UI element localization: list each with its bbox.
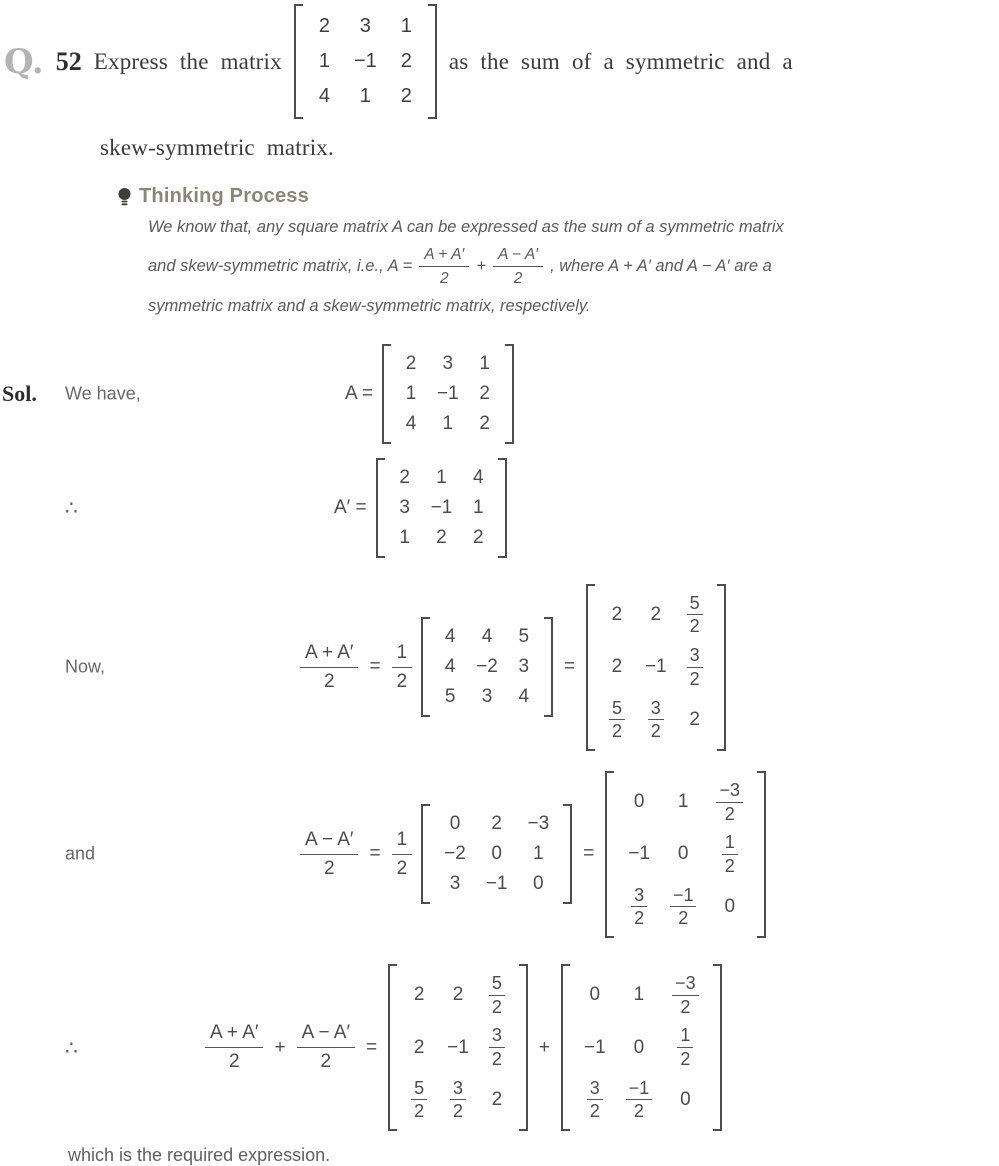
matrix-cell: −1 [437,382,459,404]
matrix-cell: 2 [318,15,330,37]
matrix-cell: 0 [449,813,461,835]
matrix-cell: −3 [527,813,550,835]
matrix-cell: 5 [444,686,456,708]
matrix-cell [599,694,635,746]
fraction: $\frac{5}{2}$ [489,973,505,1017]
matrix-cell: 0 [633,1036,645,1058]
thinking-line-2-post: , where A + A′ and A − A′ are a [550,257,772,276]
fraction-a-plus-at: $\frac{A + A'}{2}$ [419,245,469,289]
matrix-cell [401,1074,437,1126]
matrix-cell: 3 [518,656,530,678]
matrix-cell: −1 [485,873,508,895]
matrix-cell: 4 [318,85,330,107]
fraction-a-minus-at: $\frac{A - A'}{2}$ [300,828,358,881]
thinking-process-body [148,218,999,316]
matrix-cell: 0 [533,873,544,895]
equation-final [205,964,722,1131]
matrix-cell: 0 [724,895,736,917]
matrix-cell: 1 [473,496,484,518]
matrix-cell: 2 [452,984,464,1006]
matrix-cell: 2 [400,50,412,72]
equals-operator: = [369,843,381,865]
matrix-cell: 2 [399,466,410,488]
thinking-process-header [118,185,999,208]
matrix-cell: 1 [399,526,410,548]
matrix-cell: 3 [481,686,493,708]
matrix-cell [706,776,753,828]
matrix-cell: 0 [680,1088,691,1110]
matrix-cell: 2 [405,352,417,374]
matrix-sum [421,617,553,717]
sol-row-final [0,964,999,1131]
matrix-cell [677,589,713,641]
equals-operator: = [583,843,595,865]
question-label: Q. [4,41,44,82]
matrix-cell: −1 [353,50,377,72]
sol-row-a [0,344,999,444]
matrix-cell: 0 [589,984,601,1006]
matrix-cell [635,694,677,746]
matrix-cell: 4 [444,656,456,678]
matrix-cell: 1 [677,791,689,813]
matrix-cell: 1 [400,15,412,37]
closing-statement: which is the required expression. [68,1145,331,1166]
matrix-cell: 3 [399,496,410,518]
thinking-line-3: symmetric matrix and a skew-symmetric matrix, respectively. [148,296,591,315]
a-equals: A = [345,382,373,404]
matrix-cell: 2 [650,603,662,625]
matrix-cell: 2 [611,656,623,678]
sol-row-a-transpose [0,458,999,558]
matrix-cell [437,1074,479,1126]
matrix-cell: −1 [447,1036,469,1058]
matrix-cell [662,1021,709,1073]
fraction: $\frac{1}{2}$ [677,1025,693,1069]
and-label: and [65,843,96,864]
matrix-cell: −2 [444,843,466,865]
matrix-cell: 1 [633,984,645,1006]
matrix-cell: 0 [677,843,689,865]
fraction: $\frac{3}{2}$ [450,1078,466,1122]
matrix-cell: −2 [476,656,498,678]
equals-operator: = [563,656,575,678]
equation-a-transpose [334,458,507,558]
matrix-a-transpose [376,458,508,558]
matrix-cell [660,881,707,933]
matrix-cell: −1 [644,656,667,678]
matrix-cell: 4 [405,412,417,434]
matrix-cell: 5 [518,626,530,648]
matrix-cell: 2 [479,382,490,404]
matrix-cell: 2 [491,813,502,835]
fraction: $\frac{-1}{2}$ [626,1078,653,1122]
matrix-cell: 2 [611,603,623,625]
fraction: $\frac{-1}{2}$ [670,885,697,929]
question-text-pre: Express the matrix [93,48,282,74]
matrix-cell [662,969,709,1021]
fraction: $\frac{-3}{2}$ [716,780,743,824]
matrix-cell: −1 [583,1036,606,1058]
fraction: $\frac{5}{2}$ [687,593,703,637]
plus-operator: + [274,1036,286,1058]
fraction-a-minus-at: $\frac{A - A'}{2}$ [297,1021,355,1074]
therefore-symbol-1: ∴ [65,497,78,520]
matrix-symmetric-result [388,964,528,1131]
matrix-cell: 3 [442,352,454,374]
equation-skew [300,771,766,938]
question-text-line2: skew-symmetric matrix. [100,135,334,160]
matrix-cell: 2 [473,526,484,548]
we-have-label: We have, [65,383,141,404]
equation-a [345,344,514,444]
matrix-difference [421,804,572,904]
matrix-a [382,344,514,444]
matrix-cell: 1 [442,412,454,434]
fraction: $\frac{3}{2}$ [489,1025,505,1069]
matrix-cell [616,1074,663,1126]
question-row [0,4,999,119]
fraction: $\frac{3}{2}$ [648,698,664,742]
equals-operator: = [369,656,381,678]
matrix-cell: 4 [444,626,456,648]
question-number: 52 [55,46,82,76]
fraction-a-plus-at: $\frac{A + A'}{2}$ [205,1021,263,1074]
fraction: $\frac{3}{2}$ [587,1078,603,1122]
matrix-cell [479,969,515,1021]
fraction: $\frac{3}{2}$ [687,645,703,689]
matrix-cell: 3 [359,15,371,37]
matrix-cell: 2 [413,984,425,1006]
thinking-process-title: Thinking Process [139,185,309,207]
fraction-a-minus-at: $\frac{A - A'}{2}$ [493,245,543,289]
matrix-cell: 2 [491,1088,503,1110]
matrix-cell: 2 [689,708,700,730]
question-text-post: as the sum of a symmetric and a [448,48,793,74]
equals-operator: = [366,1036,378,1058]
matrix-cell: 0 [633,791,645,813]
matrix-symmetric-result [586,584,726,751]
matrix-cell [618,881,660,933]
matrix-cell: 4 [481,626,493,648]
matrix-cell: 1 [436,466,447,488]
matrix-skew-result [561,964,722,1131]
matrix-cell: 1 [533,843,544,865]
thinking-line-2 [148,245,999,289]
plus-operator: + [476,257,486,276]
matrix-cell: 2 [479,412,490,434]
matrix-cell: 1 [359,85,371,107]
sol-label: Sol. [2,380,37,406]
matrix-cell [677,641,713,693]
lightbulb-icon [118,187,131,207]
fraction-one-half: $\frac{1}{2}$ [392,828,413,881]
matrix-cell: 1 [479,352,490,374]
therefore-symbol-2: ∴ [65,1037,78,1060]
matrix-cell [574,1074,616,1126]
matrix-cell: 4 [518,686,530,708]
a-transpose-equals: A′ = [334,496,367,518]
matrix-cell: 1 [405,382,417,404]
matrix-cell: 0 [491,843,502,865]
now-label: Now, [65,656,106,677]
matrix-cell [479,1021,515,1073]
fraction: $\frac{-3}{2}$ [672,973,699,1017]
question-matrix [294,4,437,119]
matrix-cell: −1 [628,843,650,865]
matrix-cell: 2 [400,85,412,107]
matrix-cell: 2 [413,1036,425,1058]
matrix-cell: 1 [318,50,330,72]
sol-row-symmetric [0,584,999,751]
matrix-cell: 4 [473,466,484,488]
matrix-cell: 3 [449,873,461,895]
matrix-cell [706,828,753,880]
sol-row-skew [0,771,999,938]
thinking-line-2-pre: and skew-symmetric matrix, i.e., A = [148,257,413,276]
fraction-one-half: $\frac{1}{2}$ [392,641,413,694]
fraction: $\frac{3}{2}$ [631,885,647,929]
fraction: $\frac{5}{2}$ [411,1078,427,1122]
fraction: $\frac{1}{2}$ [722,832,738,876]
fraction: $\frac{5}{2}$ [609,698,625,742]
matrix-cell: 2 [436,526,447,548]
matrix-cell: −1 [430,496,453,518]
equation-symmetric [300,584,726,751]
fraction-a-plus-at: $\frac{A + A'}{2}$ [300,641,358,694]
plus-operator: + [538,1036,550,1058]
thinking-line-1: We know that, any square matrix A can be expressed as the sum of a symmetric matrix [148,218,784,236]
matrix-skew-result [605,771,766,938]
